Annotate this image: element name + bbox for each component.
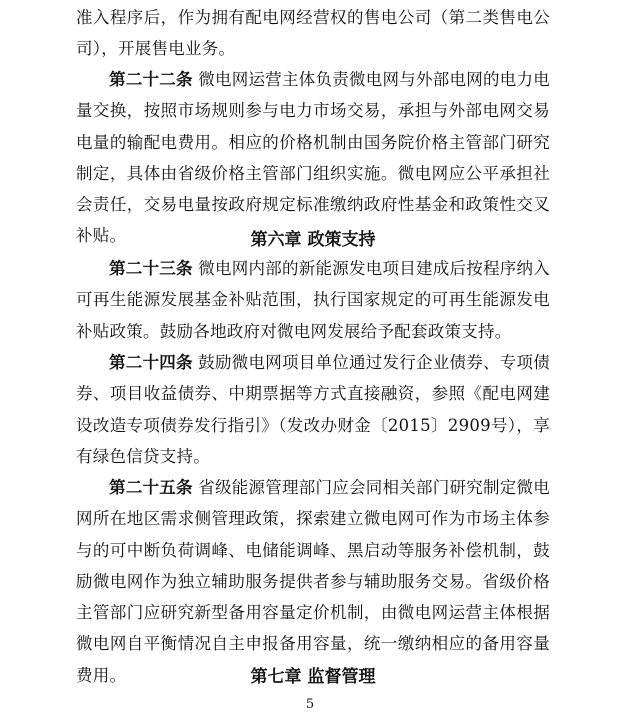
article-22-label: 第二十二条 (109, 70, 193, 89)
article-25-text: 省级能源管理部门应会同相关部门研究制定微电网所在地区需求侧管理政策，探索建立微电网可作为市场主体参与的可中断负荷调峰、电储能调峰、黑启动等服务补偿机制，鼓励微电网作为独立辅助服务提供者参与辅助服务交易。省级价格主管部门应研究新型备用容量定价机制，由微电网运营主体根据微电网自平衡情况自主申报备用容量，统一缴纳相应的备用容量费用。 (76, 478, 550, 685)
article-24-label: 第二十四条 (109, 353, 193, 372)
article-25-label: 第二十五条 (109, 478, 193, 497)
article-24-paragraph (76, 347, 550, 472)
article-22-text: 微电网运营主体负责微电网与外部电网的电力电量交换，按照市场规则参与电力市场交易，承担与外部电网交易电量的输配电费用。相应的价格机制由国务院价格主管部门研究制定，具体由省级价格主管部门组织实施。微电网应公平承担社会责任，交易电量按政府规定标准缴纳政府性基金和政策性交叉补贴。 (76, 70, 550, 246)
article-24-text: 鼓励微电网项目单位通过发行企业债券、专项债券、项目收益债券、中期票据等方式直接融资，参照《配电网建设改造专项债券发行指引》（发改办财金〔2015〕2909号），享有绿色信贷支持。 (76, 353, 550, 466)
article-23-paragraph (76, 253, 550, 347)
chapter-7-heading: 第七章 监督管理 (250, 667, 376, 687)
article-25-paragraph (76, 472, 550, 691)
article-23-label: 第二十三条 (109, 259, 193, 278)
chapter-6-heading: 第六章 政策支持 (250, 230, 376, 250)
continuation-paragraph (76, 2, 550, 65)
page-number: 5 (305, 697, 315, 712)
article-23-text: 微电网内部的新能源发电项目建成后按程序纳入可再生能源发展基金补贴范围，执行国家规定的可再生能源发电补贴政策。鼓励各地政府对微电网发展给予配套政策支持。 (76, 259, 550, 341)
article-22-paragraph (76, 64, 550, 252)
continuation-text: 准入程序后，作为拥有配电网经营权的售电公司（第二类售电公司），开展售电业务。 (76, 8, 550, 59)
